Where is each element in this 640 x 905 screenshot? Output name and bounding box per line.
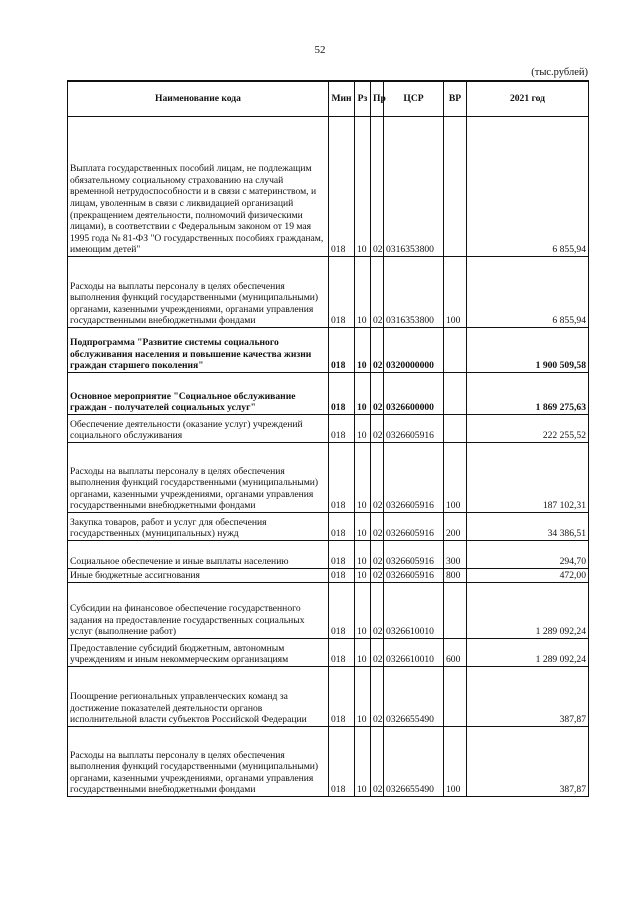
table-row <box>68 583 589 639</box>
row-name: Выплата государственных пособий лицам, не подлежащим обязательному социальному страхованию на случай временной нетрудоспособности и в связи с материнством, и лицам, уволенным в связи с ликвидацией организаций (прекращением деятельности, полномочий физическими лицами), в соответствии с Федеральным законом от 19 мая 1995 года № 81-ФЗ "О государственных пособиях гражданам, имеющим детей" <box>68 117 329 257</box>
table-header-row <box>68 81 589 117</box>
header-csr: ЦСР <box>384 81 444 117</box>
row-vr <box>444 373 467 415</box>
row-vr <box>444 415 467 443</box>
header-section: Рз <box>355 81 371 117</box>
row-ministry: 018 <box>329 415 355 443</box>
row-csr: 0326605916 <box>384 443 444 513</box>
row-vr: 100 <box>444 257 467 328</box>
row-subsection: 02 <box>371 443 384 513</box>
row-csr: 0326655490 <box>384 727 444 797</box>
row-subsection: 02 <box>371 373 384 415</box>
row-csr: 0316353800 <box>384 257 444 328</box>
table-row <box>68 541 589 569</box>
row-amount: 34 386,51 <box>467 513 589 541</box>
table-row <box>68 257 589 328</box>
row-section: 10 <box>355 667 371 727</box>
row-amount: 1 289 092,24 <box>467 639 589 667</box>
row-section: 10 <box>355 541 371 569</box>
row-section: 10 <box>355 117 371 257</box>
row-amount: 222 255,52 <box>467 415 589 443</box>
row-subsection: 02 <box>371 569 384 583</box>
row-csr: 0326655490 <box>384 667 444 727</box>
row-subsection: 02 <box>371 727 384 797</box>
row-ministry: 018 <box>329 257 355 328</box>
row-vr: 800 <box>444 569 467 583</box>
row-section: 10 <box>355 727 371 797</box>
header-ministry: Мин <box>329 81 355 117</box>
row-subsection: 02 <box>371 257 384 328</box>
row-section: 10 <box>355 583 371 639</box>
row-amount: 6 855,94 <box>467 117 589 257</box>
row-name: Социальное обеспечение и иные выплаты населению <box>68 541 329 569</box>
row-vr: 100 <box>444 443 467 513</box>
row-vr <box>444 117 467 257</box>
row-name: Закупка товаров, работ и услуг для обеспечения государственных (муниципальных) нужд <box>68 513 329 541</box>
budget-table <box>67 80 589 797</box>
row-subsection: 02 <box>371 117 384 257</box>
row-subsection: 02 <box>371 513 384 541</box>
row-ministry: 018 <box>329 443 355 513</box>
header-subsection: Пр <box>371 81 384 117</box>
table-row <box>68 443 589 513</box>
row-amount: 472,00 <box>467 569 589 583</box>
row-name: Основное мероприятие "Социальное обслуживание граждан - получателей социальных услуг" <box>68 373 329 415</box>
row-section: 10 <box>355 513 371 541</box>
page-number: 52 <box>314 44 326 56</box>
row-amount: 1 900 509,58 <box>467 328 589 373</box>
row-csr: 0326605916 <box>384 569 444 583</box>
row-name: Иные бюджетные ассигнования <box>68 569 329 583</box>
row-csr: 0326600000 <box>384 373 444 415</box>
row-vr: 200 <box>444 513 467 541</box>
row-vr: 300 <box>444 541 467 569</box>
row-csr: 0326605916 <box>384 541 444 569</box>
table-row <box>68 727 589 797</box>
row-ministry: 018 <box>329 667 355 727</box>
row-section: 10 <box>355 569 371 583</box>
row-csr: 0320000000 <box>384 328 444 373</box>
row-amount: 294,70 <box>467 541 589 569</box>
row-ministry: 018 <box>329 541 355 569</box>
row-csr: 0326610010 <box>384 639 444 667</box>
row-section: 10 <box>355 415 371 443</box>
row-section: 10 <box>355 443 371 513</box>
row-ministry: 018 <box>329 727 355 797</box>
row-name: Подпрограмма "Развитие системы социального обслуживания населения и повышение качества жизни граждан старшего поколения" <box>68 328 329 373</box>
table-row <box>68 117 589 257</box>
row-section: 10 <box>355 257 371 328</box>
row-amount: 187 102,31 <box>467 443 589 513</box>
row-subsection: 02 <box>371 415 384 443</box>
units-label: (тыс.рублей) <box>531 67 588 78</box>
table-row <box>68 415 589 443</box>
row-name: Предоставление субсидий бюджетным, автономным учреждениям и иным некоммерческим организациям <box>68 639 329 667</box>
header-name: Наименование кода <box>68 81 329 117</box>
row-vr: 600 <box>444 639 467 667</box>
row-section: 10 <box>355 373 371 415</box>
row-section: 10 <box>355 639 371 667</box>
table-row-subprogram <box>68 328 589 373</box>
row-csr: 0326610010 <box>384 583 444 639</box>
row-name: Поощрение региональных управленческих команд за достижение показателей деятельности органов исполнительной власти субъектов Российской Федерации <box>68 667 329 727</box>
row-name: Расходы на выплаты персоналу в целях обеспечения выполнения функций государственными (муниципальными) органами, казенными учреждениями, органами управления государственными внебюджетными фондами <box>68 257 329 328</box>
header-year: 2021 год <box>467 81 589 117</box>
row-vr: 100 <box>444 727 467 797</box>
row-subsection: 02 <box>371 541 384 569</box>
row-amount: 1 289 092,24 <box>467 583 589 639</box>
row-amount: 387,87 <box>467 667 589 727</box>
row-name: Обеспечение деятельности (оказание услуг) учреждений социального обслуживания <box>68 415 329 443</box>
row-name: Расходы на выплаты персоналу в целях обеспечения выполнения функций государственными (муниципальными) органами, казенными учреждениями, органами управления государственными внебюджетными фондами <box>68 443 329 513</box>
row-subsection: 02 <box>371 667 384 727</box>
row-ministry: 018 <box>329 583 355 639</box>
row-amount: 387,87 <box>467 727 589 797</box>
row-ministry: 018 <box>329 569 355 583</box>
row-vr <box>444 328 467 373</box>
row-section: 10 <box>355 328 371 373</box>
row-ministry: 018 <box>329 117 355 257</box>
header-vr: ВР <box>444 81 467 117</box>
row-name: Субсидии на финансовое обеспечение государственного задания на предоставление государственных социальных услуг (выполнение работ) <box>68 583 329 639</box>
table-row-main-activity <box>68 373 589 415</box>
row-amount: 1 869 275,63 <box>467 373 589 415</box>
row-ministry: 018 <box>329 513 355 541</box>
row-csr: 0326605916 <box>384 513 444 541</box>
table-row <box>68 569 589 583</box>
row-vr <box>444 583 467 639</box>
row-name: Расходы на выплаты персоналу в целях обеспечения выполнения функций государственными (муниципальными) органами, казенными учреждениями, органами управления государственными внебюджетными фондами <box>68 727 329 797</box>
row-amount: 6 855,94 <box>467 257 589 328</box>
row-ministry: 018 <box>329 373 355 415</box>
table-row <box>68 639 589 667</box>
row-vr <box>444 667 467 727</box>
table-row <box>68 513 589 541</box>
row-ministry: 018 <box>329 639 355 667</box>
row-csr: 0326605916 <box>384 415 444 443</box>
row-csr: 0316353800 <box>384 117 444 257</box>
row-subsection: 02 <box>371 639 384 667</box>
row-ministry: 018 <box>329 328 355 373</box>
row-subsection: 02 <box>371 328 384 373</box>
row-subsection: 02 <box>371 583 384 639</box>
table-row <box>68 667 589 727</box>
